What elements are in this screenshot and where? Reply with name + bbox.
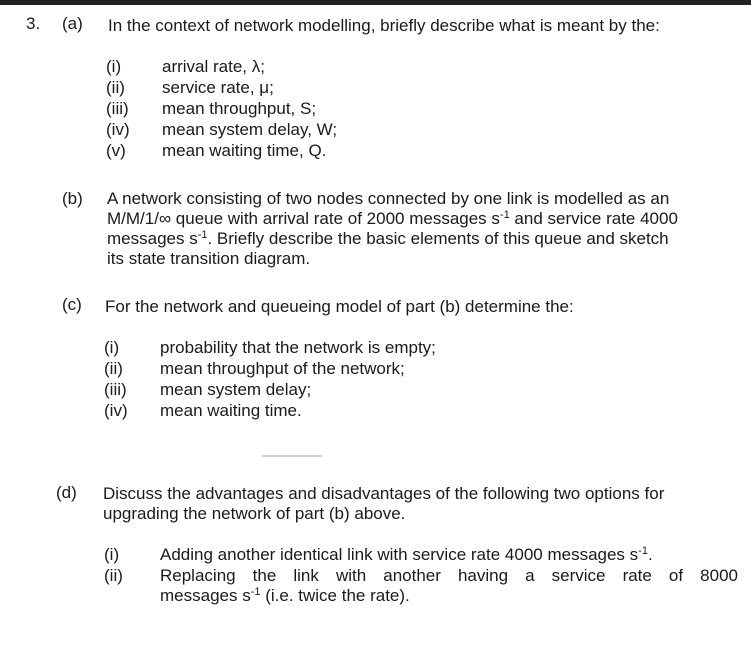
- part-a-text: In the context of network modelling, briefly describe what is meant by the:: [108, 16, 660, 35]
- part-c-item-text: mean system delay;: [160, 380, 312, 399]
- part-b-line: messages $s^{-1}$. Briefly describe the basic elements of this queue and sketch: [107, 229, 669, 248]
- part-d-item-text: [160, 566, 738, 606]
- part-d-item-num: (ii): [104, 566, 123, 585]
- part-a-item-num: (iii): [106, 99, 129, 118]
- part-c-item-num: (iii): [104, 380, 127, 399]
- part-d-item-num: (i): [104, 545, 120, 564]
- part-c-item-num: (i): [104, 338, 120, 357]
- part-a-item-text: mean waiting time, Q.: [162, 141, 327, 160]
- part-b-text: [107, 189, 737, 269]
- part-a-item-num: (iv): [106, 120, 130, 139]
- part-d-label: (d): [56, 483, 77, 502]
- part-c-item-num: (iv): [104, 401, 128, 420]
- part-a-item-text: mean system delay, W;: [162, 120, 338, 139]
- part-d-item-text: Adding another identical link with service rate 4000 messages $s^{-1}$.: [160, 545, 653, 564]
- part-b-line: M/M/1/∞ queue with arrival rate of 2000 messages $s^{-1}$ and service rate 4000: [107, 209, 678, 228]
- part-a-item-text: arrival rate, λ;: [162, 57, 265, 76]
- part-c-item-text: mean waiting time.: [160, 401, 302, 420]
- part-a-item-text: service rate, μ;: [162, 78, 274, 97]
- part-d-item-line: messages $s^{-1}$ (i.e. twice the rate).: [160, 586, 410, 605]
- part-b-line: its state transition diagram.: [107, 249, 311, 268]
- part-c-item-text: mean throughput of the network;: [160, 359, 405, 378]
- part-c-text: For the network and queueing model of part (b) determine the:: [105, 297, 574, 316]
- scan-smudge: [262, 455, 322, 457]
- part-c-item-num: (ii): [104, 359, 123, 378]
- part-a-item-num: (v): [106, 141, 126, 160]
- question-number: 3.: [26, 14, 41, 33]
- part-b-line: A network consisting of two nodes connected by one link is modelled as an: [107, 189, 670, 208]
- part-a-item-num: (i): [106, 57, 122, 76]
- part-d-line: upgrading the network of part (b) above.: [103, 504, 406, 523]
- part-d-item-line: Replacing the link with another having a service rate of 8000: [160, 566, 738, 585]
- part-c-item-text: probability that the network is empty;: [160, 338, 436, 357]
- part-a-item-num: (ii): [106, 78, 125, 97]
- part-a-item-text: mean throughput, S;: [162, 99, 317, 118]
- part-d-text: [103, 484, 738, 524]
- top-border: [0, 0, 751, 5]
- part-d-line: Discuss the advantages and disadvantages of the following two options for: [103, 484, 665, 503]
- part-a-label: (a): [62, 14, 83, 33]
- part-c-label: (c): [62, 295, 82, 314]
- part-b-label: (b): [62, 189, 83, 208]
